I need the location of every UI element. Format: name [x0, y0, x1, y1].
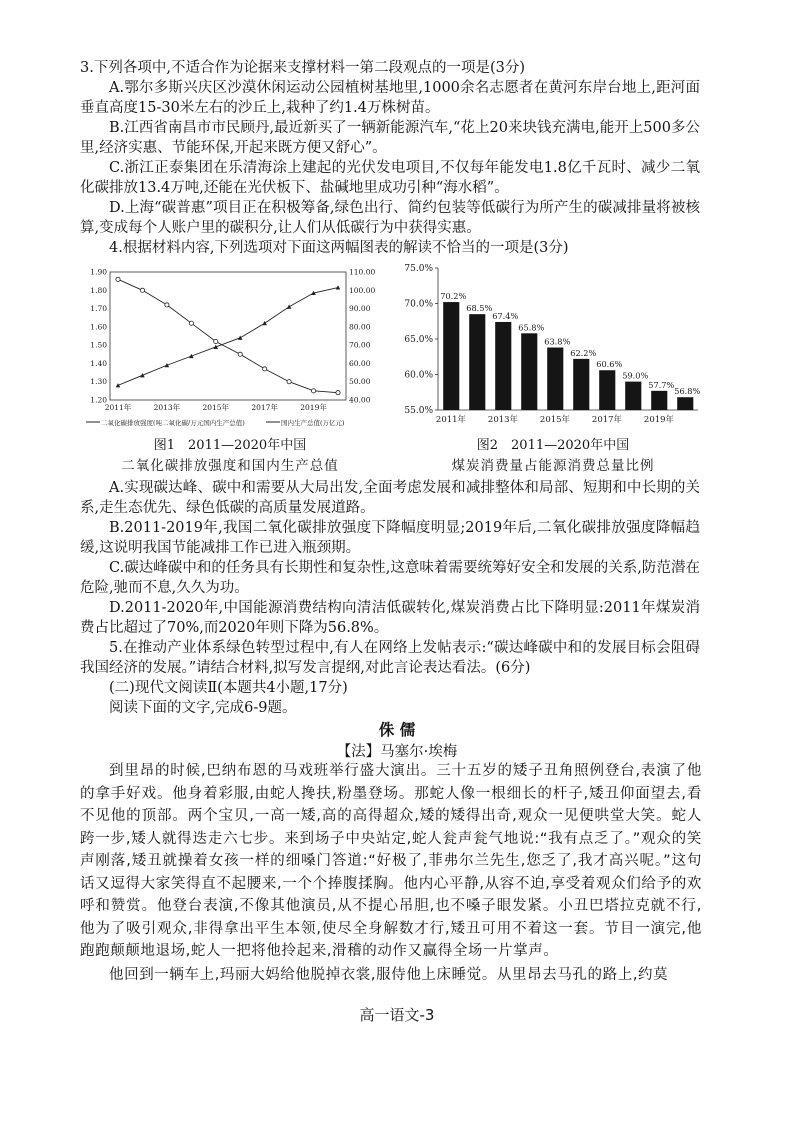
fig1-x-tick-label: 2015年: [202, 403, 230, 412]
fig2-bar-label: 59.0%: [622, 370, 649, 381]
q3-option-b: B.江西省南昌市市民顾丹,最近新买了一辆新能源汽车,“花上20来块钱充满电,能开上500多公里,经济实惠、节能环保,开起来既方便又舒心”。: [80, 120, 700, 156]
story-paragraph-1: 到里昂的时候,巴纳布恩的马戏班举行盛大演出。三十五岁的矮子丑角照例登台,表演了他的拿手好戏。他身着彩服,由蛇人搀扶,粉墨登场。那蛇人像一根细长的杆子,矮丑仰面望去,看不见他的顶部。两个宝贝,一高一矮,高的高得超众,矮的矮得出奇,观众一见便哄堂大笑。蛇人跨一步,矮人就得迭走六七步。来到场子中央站定,蛇人瓮声瓮气地说:“我有点乏了。”观众的笑声刚落,矮丑就操着女孩一样的细嗓门答道:“好极了,菲弗尔兰先生,您乏了,我才高兴呢。”这句话又逗得大家笑得直不起腰来,一个个捧腹揉胸。他内心平静,从容不迫,享受着观众们给予的欢呼和赞赏。他登台表演,不像其他演员,从不提心吊胆,也不嗓子眼发紧。小丑巴塔拉克就不行,他为了吸引观众,非得拿出平生本领,使尽全身解数才行,矮丑可用不着这一套。节目一演完,他跑跑颠颠地退场,蛇人一把将他拎起来,滑稽的动作又赢得全场一片掌声。: [80, 763, 702, 959]
fig2-bar: [495, 322, 511, 410]
fig1-co2-point: [336, 391, 340, 395]
fig2-bar-label: 68.5%: [466, 303, 493, 314]
fig1-gdp-point: [238, 336, 243, 340]
fig1-left-tick-label: 1.50: [90, 340, 107, 350]
fig1-right-tick-label: 110.00: [349, 267, 376, 277]
fig1-co2-point: [165, 303, 169, 307]
story-paragraph-2: 他回到一辆车上,玛丽大妈给他脱掉衣裳,服侍他上床睡觉。从里昂去马孔的路上,约莫: [109, 967, 669, 983]
section2-heading: (二)现代文阅读Ⅱ(本题共4小题,17分): [109, 680, 348, 696]
fig1-co2-point: [189, 321, 193, 325]
fig2-bar-label: 62.2%: [570, 347, 597, 358]
fig2-y-tick-label: 75.0%: [404, 264, 433, 274]
fig1-gdp-point: [116, 383, 121, 387]
fig1-left-tick-label: 1.90: [90, 267, 107, 277]
fig1-left-tick-label: 1.80: [90, 285, 107, 295]
fig1-co2-point: [238, 352, 242, 356]
fig1-co2-point: [214, 339, 218, 343]
fig1-right-tick-label: 50.00: [349, 377, 371, 387]
fig2-bar-label: 67.4%: [492, 310, 519, 321]
fig1-gdp-point: [287, 304, 292, 308]
figure1-chart: [80, 262, 380, 432]
fig1-legend-gdp: 国内生产总值(万亿元): [281, 419, 345, 427]
fig2-bar: [599, 370, 615, 410]
fig1-right-tick-label: 100.00: [349, 285, 376, 295]
fig2-bar: [677, 397, 693, 410]
fig2-bar-label: 57.7%: [648, 379, 675, 390]
fig1-right-tick-label: 80.00: [349, 322, 371, 332]
fig2-y-tick-label: 60.0%: [404, 370, 433, 381]
q3-option-c: C.浙江正泰集团在乐清海涂上建起的光伏发电项目,不仅每年能发电1.8亿千瓦时、减少二氧化碳排放13.4万吨,还能在光伏板下、盐碱地里成功引种“海水稻”。: [80, 160, 700, 196]
q4-stem: 4.根据材料内容,下列选项对下面这两幅图表的解读不恰当的一项是(3分): [109, 240, 569, 256]
fig2-bar: [573, 359, 589, 410]
fig2-bar: [547, 348, 563, 410]
story-title: 侏 儒: [378, 721, 416, 739]
fig1-left-tick-label: 1.70: [90, 304, 107, 314]
q3-stem: 3.下列各项中,不适合作为论据来支撑材料一第二段观点的一项是(3分): [80, 60, 525, 76]
fig2-bar: [443, 302, 459, 410]
fig2-bar-label: 65.8%: [518, 322, 545, 333]
fig1-gdp-point: [140, 373, 145, 377]
section2-instruction: 阅读下面的文字,完成6-9题。: [109, 700, 297, 716]
fig2-x-tick-label: 2015年: [539, 415, 571, 425]
figure2-caption-line2: 煤炭消费量占能源消费总量比例: [451, 458, 655, 474]
fig1-gdp-point: [262, 321, 267, 325]
fig1-right-tick-label: 90.00: [349, 304, 371, 314]
figure1-caption-line2: 二氧化碳排放强度和国内生产总值: [121, 458, 339, 474]
fig1-gdp-point: [336, 285, 341, 289]
fig1-x-tick-label: 2011年: [104, 403, 132, 412]
fig2-y-tick-label: 70.0%: [404, 299, 433, 310]
fig1-right-tick-label: 40.00: [349, 395, 371, 405]
fig2-bar: [469, 314, 485, 410]
fig2-bar-label: 56.8%: [674, 386, 701, 397]
figure1-caption: [80, 436, 380, 476]
story-author: 【法】马塞尔·埃梅: [336, 744, 458, 760]
q4-option-c: C.碳达峰碳中和的任务具有长期性和复杂性,这意味着需要统筹好安全和发展的关系,防范潜在危险,驰而不息,久久为功。: [80, 560, 700, 596]
fig2-y-tick-label: 65.0%: [404, 335, 433, 345]
fig2-bar: [651, 391, 667, 410]
fig1-x-tick-label: 2013年: [153, 403, 181, 412]
fig1-left-tick-label: 1.40: [90, 358, 107, 368]
q4-option-d: D.2011-2020年,中国能源消费结构向清洁低碳转化,煤炭消费占比下降明显:2011年煤炭消费占比超过了70%,而2020年则下降为56.8%。: [80, 600, 700, 636]
fig1-right-tick-label: 60.00: [349, 358, 371, 368]
fig1-x-tick-label: 2019年: [300, 403, 327, 412]
fig2-bar-label: 70.2%: [440, 291, 467, 302]
fig1-co2-point: [287, 380, 291, 384]
fig2-y-tick-label: 55.0%: [404, 406, 433, 416]
fig1-co2-point: [311, 389, 315, 393]
q4-option-b: B.2011-2019年,我国二氧化碳排放强度下降幅度明显;2019年后,二氧化碳排放强度降幅趋缓,这说明我国节能减排工作已进入瓶颈期。: [80, 520, 700, 556]
figure2-caption-line1: 图2 2011—2020年中国: [476, 438, 630, 453]
fig2-x-tick-label: 2011年: [435, 415, 467, 425]
fig1-x-tick-label: 2017年: [251, 403, 278, 412]
q5-stem: 5.在推动产业体系绿色转型过程中,有人在网络上发帖表示:“碳达峰碳中和的发展目标会阻碍我国经济的发展。”请结合材料,拟写发言提纲,对此言论表达看法。(6分): [80, 640, 700, 676]
fig1-left-tick-label: 1.20: [90, 395, 107, 405]
fig1-left-tick-label: 1.30: [90, 377, 107, 387]
fig1-plot-frame: [110, 272, 346, 400]
fig2-bar: [521, 333, 537, 410]
figure2-caption: [398, 436, 708, 476]
q3-option-d: D.上海“碳普惠”项目正在积极筹备,绿色出行、简约包装等低碳行为所产生的碳减排量将被核算,变成每个人账户里的碳积分,让人们从低碳行为中获得实惠。: [80, 200, 700, 236]
fig2-bar-label: 60.6%: [596, 359, 623, 370]
charts-area: [80, 262, 720, 472]
fig1-right-tick-label: 70.00: [349, 340, 371, 350]
fig2-x-tick-label: 2019年: [643, 415, 675, 425]
fig1-co2-point: [116, 277, 120, 281]
fig1-left-tick-label: 1.60: [90, 322, 107, 332]
q4-option-a: A.实现碳达峰、碳中和需要从大局出发,全面考虑发展和减排整体和局部、短期和中长期的关系,走生态优先、绿色低碳的高质量发展道路。: [80, 480, 700, 516]
fig2-bar: [625, 382, 641, 410]
fig1-legend-co2: 二氧化碳排放强度(吨二氧化碳/万元国内生产总值): [101, 419, 245, 427]
fig2-x-tick-label: 2013年: [487, 415, 519, 425]
q3-option-a: A.鄂尔多斯兴庆区沙漠休闲运动公园植树基地里,1000余名志愿者在黄河东岸台地上,距河面垂直高度15-30米左右的沙丘上,栽种了约1.4万株树苗。: [80, 80, 700, 116]
fig1-gdp-line: [118, 288, 338, 386]
figure1-caption-line1: 图1 2011—2020年中国: [153, 438, 307, 453]
fig1-co2-point: [263, 367, 267, 371]
fig2-x-tick-label: 2017年: [591, 415, 623, 425]
fig2-bar-label: 63.8%: [544, 336, 571, 347]
page-footer: 高一语文-3: [359, 1006, 435, 1024]
fig1-co2-intensity-line: [118, 279, 338, 392]
fig1-co2-point: [140, 288, 144, 292]
figure2-chart: [398, 262, 708, 432]
